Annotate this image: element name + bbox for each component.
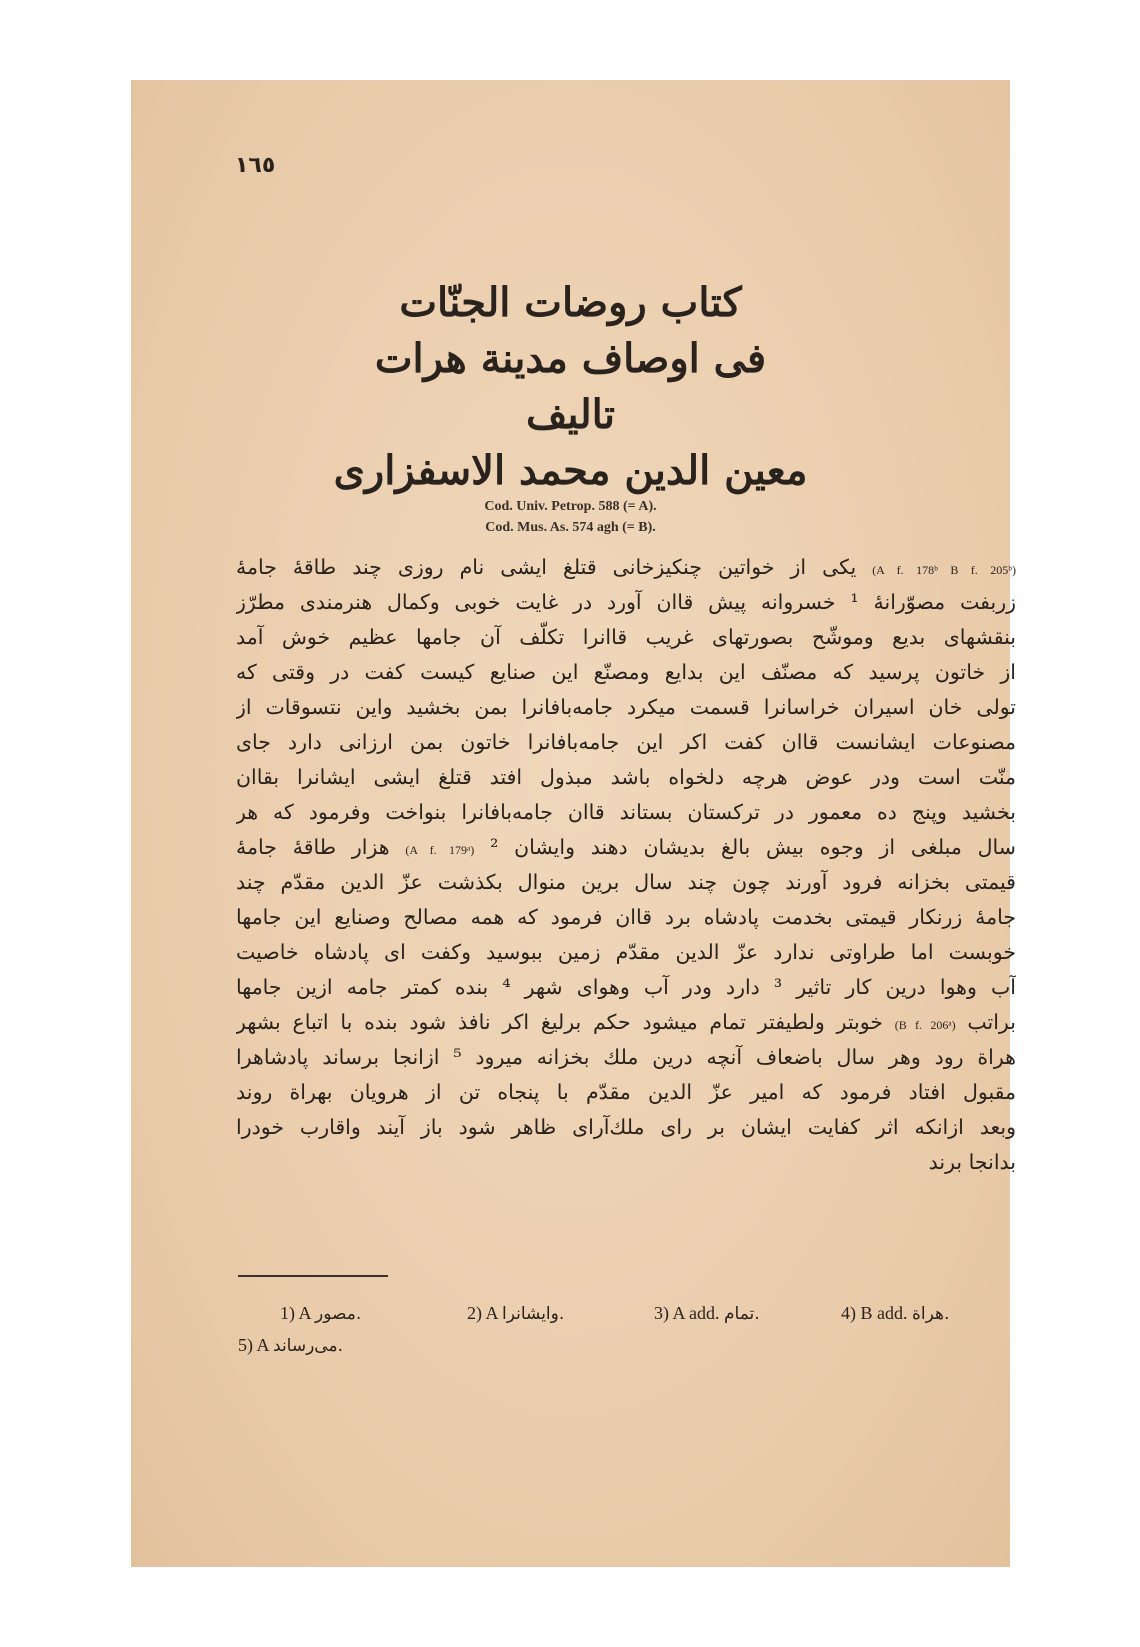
text-line-6: مصنوعات ايشانست قاان كفت اكر اين جامه‌بافانرا خاتون بمن ارزانى دارد جاى	[236, 730, 1016, 754]
title-line-2: فى اوصاف مدينة هرات	[374, 335, 767, 382]
footnote-text: .وايشانرا	[502, 1303, 565, 1324]
title-line-1: كتاب روضات الجنّات	[399, 279, 742, 326]
text-segment: براتب	[967, 1010, 1016, 1034]
text-line-7: منّت است ودر عوض هرچه دلخواه باشد مبذول افتد قتلغ ايشى ايشانرا بقاان	[236, 765, 1016, 789]
footnote-label: 1) A	[280, 1302, 311, 1323]
footnote-3	[654, 1297, 841, 1330]
footnote-2	[467, 1297, 654, 1330]
footnote-text: .هراة	[912, 1303, 950, 1324]
text-line-17: وبعد ازانكه اثر كفايت ايشان بر راى ملك‌آراى ظاهر شود باز آيند واقارب خودرا	[236, 1115, 1016, 1139]
text-line-3: بنقشهاى بديع وموشّح بصورتهاى غريب قاانرا تكلّف آن جامها عظيم خوش آمد	[236, 625, 1016, 649]
title-line-3: تاليف	[526, 391, 615, 438]
footnote-label: 5) A	[238, 1334, 269, 1355]
book-page	[131, 80, 1016, 1567]
text-line-1	[236, 550, 1016, 585]
text-line-15: هراة رود وهر سال باضعاف آنچه درين ملك بخزانه ميرود ⁵ ازانجا برساند پادشاهرا	[236, 1045, 1016, 1069]
text-line-18: بدانجا برند	[928, 1150, 1016, 1174]
footnote-label: 2) A	[467, 1302, 498, 1323]
codex-a: Cod. Univ. Petrop. 588 (= A).	[484, 499, 657, 514]
footnote-row-2	[238, 1329, 1028, 1361]
title-line-4: معين الدين محمد الاسفزارى	[333, 447, 808, 494]
footnote-divider	[238, 1275, 388, 1277]
text-line-12: خوبست اما طراوتى ندارد عزّ الدين مقدّم زمين ببوسيد وكفت اى پادشاه خاصيت	[236, 940, 1016, 964]
footnote-label: 3) A add.	[654, 1302, 720, 1323]
footnote-1	[280, 1297, 467, 1330]
text-line-16: مقبول افتاد فرمود كه امير عزّ الدين مقدّم با پنجاه تن از هرويان بهراة روند	[236, 1080, 1016, 1104]
footnote-5	[238, 1329, 343, 1362]
text-segment: هزار طاقهٔ جامهٔ	[236, 835, 390, 859]
footnote-text: .مى‌رساند	[273, 1335, 343, 1356]
text-line-11: جامهٔ زرنكار قيمتى بخدمت پادشاه برد قاان فرمود كه همه مصالح وصنايع اين جامها	[236, 905, 1016, 929]
codex-b: Cod. Mus. As. 574 agh (= B).	[485, 520, 656, 535]
folio-reference: (B f. 206ᵃ)	[894, 1018, 956, 1032]
text-line-5: تولى خان اسيران خراسانرا قسمت ميكرد جامه‌بافانرا بمن بخشيد واين نتسوقات از	[236, 695, 1016, 719]
text-line-10: قيمتى بخزانه فرود آورند چون چند سال برين منوال بكذشت عزّ الدين مقدّم چند	[236, 870, 1016, 894]
text-line-13: آب وهوا درين كار تاثير ³ دارد ودر آب وهواى شهر ⁴ بنده كمتر جامه ازين جامها	[236, 975, 1016, 999]
codices-list	[131, 496, 1010, 538]
main-text	[236, 550, 1016, 1180]
page-number: ١٦٥	[235, 153, 276, 178]
footnotes	[238, 1297, 1028, 1361]
text-segment: سال مبلغى از وجوه بيش بالغ بديشان دهند وايشان ²	[490, 835, 1016, 859]
title-block	[131, 275, 1010, 499]
folio-reference: (A f. 179ᵃ)	[405, 843, 475, 857]
text-line-9	[236, 830, 1016, 865]
text-segment: يكى از خواتين چنكيزخانى قتلغ ايشى نام روزى چند طاقهٔ جامهٔ	[236, 555, 857, 579]
footnote-4	[841, 1297, 1028, 1330]
text-line-4: از خاتون پرسيد كه مصنّف اين بدايع ومصنّع اين صنايع كيست كفت در وقتى كه	[236, 660, 1016, 684]
folio-reference: (A f. 178ᵇ B f. 205ᵇ)	[872, 563, 1016, 577]
text-line-8: بخشيد وپنج ده معمور در تركستان بستاند قاان جامه‌بافانرا بنواخت وفرمود كه هر	[236, 800, 1016, 824]
text-line-14	[236, 1005, 1016, 1040]
text-line-2: زربفت مصوّرانهٔ ¹ خسروانه پيش قاان آورد در غايت خوبى وكمال هنرمندى مطرّز	[236, 590, 1016, 614]
footnote-text: .تمام	[724, 1303, 760, 1324]
text-segment: خوبتر ولطيفتر تمام ميشود حكم برليغ اكر نافذ شود بنده با اتباع بشهر	[236, 1010, 883, 1034]
footnote-label: 4) B add.	[841, 1302, 908, 1323]
footnote-text: .مصور	[315, 1303, 362, 1324]
footnote-row-1	[238, 1297, 1028, 1329]
